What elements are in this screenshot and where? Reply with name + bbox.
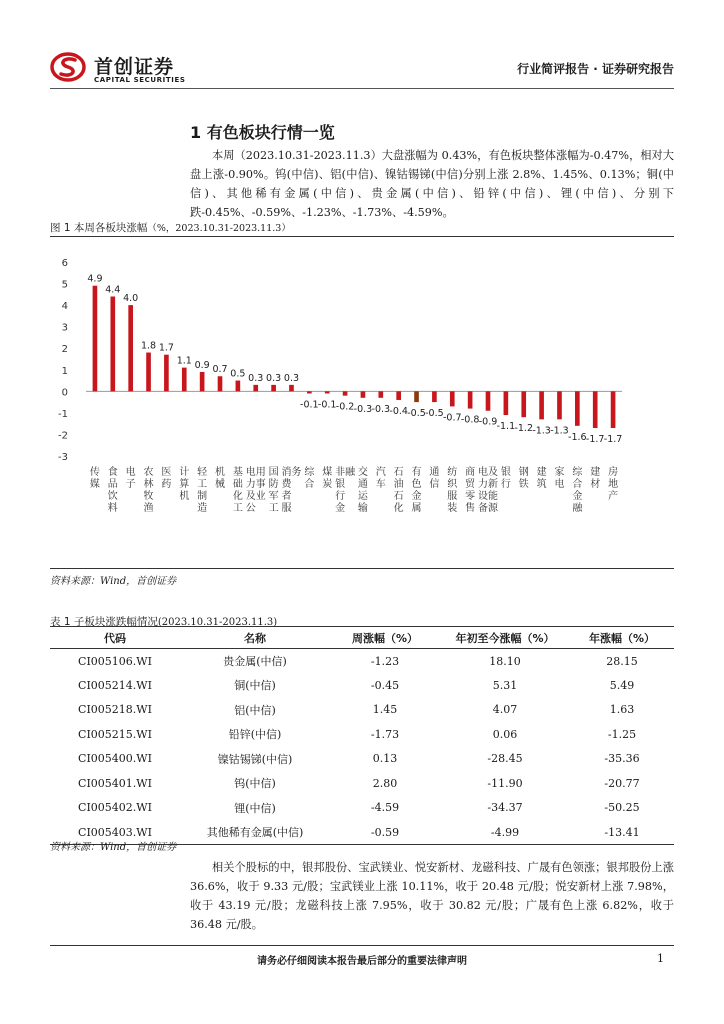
- bar-value-label: 1.8: [140, 340, 157, 352]
- table-title-sub: (2023.10.31-2023.11.3): [157, 617, 278, 628]
- cell-weekly: 1.45: [372, 703, 398, 717]
- bar: [396, 391, 401, 400]
- cell-annual: -13.41: [570, 820, 674, 845]
- category-label: 银行: [500, 467, 511, 490]
- y-tick-label: 5: [61, 279, 68, 291]
- bar-value-label: -0.3: [353, 403, 373, 415]
- cell-name: 钨(中信): [234, 777, 276, 791]
- category-label: 通信: [429, 467, 440, 490]
- category-label: 传媒: [89, 467, 100, 490]
- figure-title-main: 图 1 本周各板块涨幅: [50, 222, 148, 234]
- category-label: 轻工制造: [197, 467, 208, 514]
- header-name: 名称: [180, 627, 330, 649]
- bar: [343, 391, 348, 395]
- y-tick-label: 1: [61, 365, 68, 377]
- cell-ytd: -4.99: [440, 820, 570, 845]
- bar-value-label: -1.7: [585, 433, 605, 445]
- cell-annual: -50.25: [604, 801, 640, 815]
- table-row: [50, 698, 674, 723]
- bar: [450, 391, 455, 406]
- bar: [414, 391, 419, 402]
- cell-code: CI005218.WI: [78, 703, 152, 717]
- bar-value-label: 0.3: [266, 372, 282, 384]
- category-label: 家电: [554, 467, 565, 490]
- cell-annual: 28.15: [606, 654, 638, 668]
- bar: [539, 391, 544, 419]
- bar: [611, 391, 616, 428]
- cell-name: 其他稀有金属(中信): [180, 820, 330, 845]
- page-header: [50, 48, 674, 88]
- bar-value-label: 1.7: [158, 342, 174, 354]
- bar-value-label: -1.3: [550, 425, 569, 437]
- cell-code: CI005400.WI: [78, 752, 152, 766]
- bar-value-label: 0.3: [248, 372, 264, 384]
- figure-top-rule: [50, 236, 674, 237]
- cell-annual: 5.49: [609, 678, 635, 692]
- bar-value-label: -0.9: [478, 416, 498, 428]
- bar: [486, 391, 491, 410]
- category-label: 石油石化: [393, 467, 404, 514]
- figure-source: 资料来源：Wind，首创证券: [50, 576, 177, 587]
- bar: [93, 286, 98, 392]
- bar-value-label: -0.7: [442, 412, 462, 424]
- bar: [110, 296, 115, 391]
- figure-title-sub: （%，2023.10.31-2023.11.3）: [147, 223, 291, 234]
- category-label: 纺织服装: [447, 467, 458, 514]
- cell-annual: -1.25: [607, 727, 637, 741]
- y-tick-label: 3: [61, 322, 68, 334]
- header-annual: 年涨幅（%）: [570, 627, 674, 649]
- stocks-paragraph: 相关个股标的中，银邦股份、宝武镁业、悦安新材、龙磁科技、广晟有色领涨；银邦股份上涨 36.6%，收于 9.33 元/股；宝武镁业上涨 10.11%，收于 20.48 元/股；悦安新材上涨 7.98%，收于 43.19 元/股；龙磁科技上涨 7.95%，收于 30.82 元/股；广晟有色上涨 6.82%，收于 36.48 元/股。: [190, 861, 674, 931]
- category-label: 钢铁: [518, 467, 529, 490]
- cell-name: 镍钴锡锑(中信): [217, 752, 293, 766]
- cell-weekly: -4.59: [370, 801, 400, 815]
- category-label: 电力设备及新能源: [478, 467, 498, 514]
- bar: [236, 381, 241, 392]
- bar-value-label: 0.7: [212, 364, 228, 376]
- cell-weekly: 0.13: [372, 752, 398, 766]
- cell-code: CI005403.WI: [50, 820, 180, 845]
- bar-value-label: -0.1: [300, 399, 319, 411]
- cell-weekly: 2.80: [372, 776, 398, 790]
- table-row: [50, 796, 674, 821]
- category-label: 机械: [215, 467, 225, 490]
- bar: [307, 391, 312, 393]
- bar: [253, 385, 258, 391]
- bar-value-label: -0.2: [335, 401, 355, 413]
- cell-annual: 1.63: [609, 703, 635, 717]
- sector-change-bar-chart: [50, 240, 674, 565]
- y-tick-label: 0: [61, 387, 68, 399]
- cell-name: 贵金属(中信): [223, 655, 287, 668]
- bar: [593, 391, 598, 428]
- cell-ytd: -34.37: [487, 801, 523, 815]
- bar: [432, 391, 437, 402]
- table-row: [50, 649, 674, 674]
- table-title-main: 表 1 子板块涨跌幅情况: [50, 616, 158, 628]
- bar: [128, 305, 133, 391]
- category-label: 建材: [590, 467, 601, 490]
- category-label: 医药: [161, 467, 172, 490]
- category-label: 农林牧渔: [143, 467, 154, 514]
- bar-value-label: -0.4: [389, 405, 408, 417]
- y-tick-label: -3: [58, 452, 68, 463]
- report-type: 行业简评报告 · 证券研究报告: [517, 62, 674, 76]
- cell-code: CI005401.WI: [78, 776, 152, 790]
- cell-name: 铝(中信): [234, 703, 276, 717]
- legal-disclaimer: 请务必仔细阅读本报告最后部分的重要法律声明: [257, 956, 467, 967]
- bar: [504, 391, 509, 415]
- category-labels: [90, 465, 618, 514]
- category-label: 国防军工: [268, 467, 279, 514]
- bar: [468, 391, 473, 408]
- bar-value-label: -1.6: [568, 431, 587, 443]
- cell-weekly: -1.73: [370, 727, 400, 741]
- cell-name: 铜(中信): [234, 679, 276, 693]
- y-tick-label: 4: [61, 301, 68, 313]
- bar-value-label: 0.9: [194, 359, 210, 371]
- table-source: 资料来源：Wind，首创证券: [50, 842, 177, 853]
- bar-value-label: -1.2: [514, 423, 534, 435]
- bar-value-label: 1.1: [176, 355, 192, 367]
- bar: [164, 355, 169, 392]
- figure-bottom-rule: [50, 568, 674, 569]
- bar-value-label: -1.3: [532, 425, 551, 437]
- header-weekly: 周涨幅（%）: [330, 627, 440, 649]
- cell-code: CI005214.WI: [78, 678, 152, 692]
- category-label: 基础化工: [232, 467, 243, 514]
- market-summary-paragraph: 本周（2023.10.31-2023.11.3）大盘涨幅为 0.43%，有色板块整体涨幅为-0.47%，相对大盘上涨-0.90%。钨(中信)、铝(中信)、镍钴锡锑(中信)分别上涨 2.8%、1.45%、0.13%；铜(中信)、其他稀有金属(中信)、贵金属(中信)、铅锌(中信)、锂(中信)、分别下跌-0.45%、-0.59%、-1.23%、-1.73%、-4.59%。: [190, 149, 674, 219]
- category-label: 煤炭: [322, 467, 333, 490]
- cell-ytd: 0.06: [492, 727, 518, 741]
- section-title: 1 有色板块行情一览: [190, 123, 335, 142]
- y-tick-label: -1: [58, 408, 68, 420]
- figure-title: [50, 220, 291, 235]
- bar: [200, 372, 205, 391]
- cell-ytd: 18.10: [489, 654, 521, 668]
- table-header-row: [50, 627, 674, 649]
- category-label: 汽车: [375, 467, 386, 490]
- bar-value-label: 4.4: [105, 284, 121, 296]
- page-number: 1: [657, 952, 664, 965]
- cell-annual: -35.36: [604, 752, 640, 766]
- header-divider: [50, 88, 674, 89]
- table-row: [50, 673, 674, 698]
- cell-weekly: -0.45: [370, 678, 400, 692]
- bar: [182, 368, 187, 392]
- bar-value-label: -1.7: [603, 433, 623, 445]
- category-label: 电子: [125, 467, 136, 490]
- bar-value-label: -1.1: [496, 421, 516, 433]
- category-label: 综合金融: [572, 467, 583, 514]
- bar-value-label: -0.3: [371, 403, 391, 415]
- header-code: 代码: [50, 627, 180, 649]
- category-label: 交通运输: [357, 467, 368, 514]
- bar-value-label: -0.5: [407, 408, 426, 420]
- company-logo-icon: [50, 52, 86, 82]
- cell-code: CI005215.WI: [78, 727, 152, 741]
- bar: [521, 391, 526, 417]
- category-label: 电力及公用事业: [245, 467, 266, 514]
- bar: [557, 391, 562, 419]
- bar: [361, 391, 366, 397]
- bar-value-label: -0.8: [460, 414, 480, 426]
- cell-annual: -20.77: [604, 776, 640, 790]
- bar-value-label: 0.5: [230, 368, 246, 380]
- category-label: 商贸零售: [465, 467, 476, 514]
- category-label: 计算机: [179, 467, 190, 502]
- cell-ytd: -11.90: [487, 776, 523, 790]
- cell-code: CI005402.WI: [78, 801, 152, 815]
- category-label: 有色金属: [411, 467, 422, 514]
- bar: [325, 391, 330, 393]
- cell-name: 锂(中信): [234, 801, 276, 815]
- category-label: 非银行金融: [335, 467, 356, 514]
- bar-value-label: -0.1: [317, 399, 337, 411]
- bar: [289, 385, 294, 391]
- category-label: 建筑: [536, 467, 547, 490]
- category-label: 综合: [304, 467, 315, 490]
- bar: [575, 391, 580, 425]
- bar: [378, 391, 383, 397]
- category-label: 消费者服务: [281, 467, 302, 514]
- cell-weekly: -1.23: [370, 654, 400, 668]
- bar-value-label: 4.0: [123, 293, 139, 305]
- table-row: [50, 771, 674, 796]
- bar: [218, 376, 223, 391]
- bar-value-label: 0.3: [283, 372, 300, 384]
- cell-weekly: -0.59: [330, 820, 440, 845]
- cell-ytd: -28.45: [487, 752, 523, 766]
- bar: [271, 385, 276, 391]
- category-label: 食品饮料: [107, 467, 118, 514]
- footer-divider: [50, 945, 674, 946]
- bar-value-label: 4.9: [87, 273, 103, 285]
- table-row: [50, 722, 674, 747]
- header-ytd: 年初至今涨幅（%）: [440, 627, 570, 649]
- bar: [146, 353, 151, 392]
- logo-chinese-name: 首创证券: [94, 56, 175, 78]
- y-tick-label: 2: [61, 344, 68, 356]
- bar-value-label: -0.5: [425, 408, 444, 420]
- cell-ytd: 5.31: [492, 678, 518, 692]
- subsector-table: [50, 626, 674, 845]
- y-tick-label: 6: [61, 258, 68, 269]
- cell-code: CI005106.WI: [78, 654, 152, 668]
- category-label: 房地产: [608, 467, 619, 502]
- y-tick-label: -2: [58, 430, 68, 442]
- cell-name: 铅锌(中信): [228, 728, 282, 742]
- table-row: [50, 747, 674, 772]
- logo-english-name: CAPITAL SECURITIES: [94, 76, 186, 84]
- cell-ytd: 4.07: [492, 703, 518, 717]
